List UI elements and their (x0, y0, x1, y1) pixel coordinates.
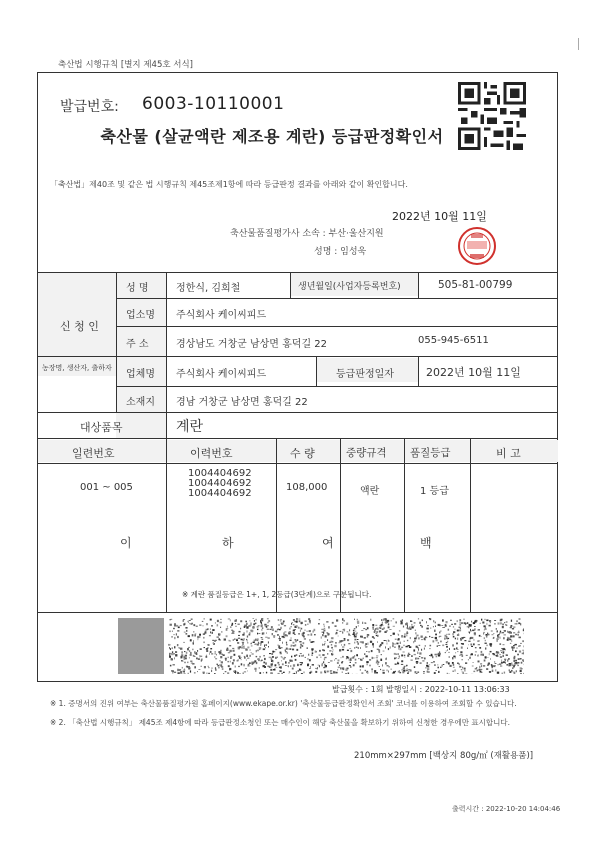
issue-number-label: 발급번호: (60, 99, 119, 115)
evaluator-name: 성명 : 임성욱 (314, 247, 367, 257)
label-column-bg (116, 272, 166, 438)
weight-value: 액란 (360, 486, 380, 497)
blank-mark-2: 하 (222, 536, 234, 550)
blank-mark-4: 백 (420, 536, 432, 550)
intro-text: 「축산법」제40조 및 같은 법 시행규칙 제45조제1항에 따라 등급판정 결과를 아래와 같이 확인합니다. (50, 180, 408, 189)
print-time: 출력시간 : 2022-10-20 14:04:46 (452, 805, 561, 813)
applicant-section-label: 신 청 인 (60, 320, 99, 333)
serial-value: 001 ~ 005 (80, 482, 133, 493)
location-value: 경남 거창군 남상면 홍덕길 22 (176, 397, 308, 408)
qr-code-icon (458, 82, 526, 150)
quantity-value: 108,000 (286, 482, 328, 493)
trace-number-1: 1004404692 (188, 468, 252, 479)
paper-size: 210mm×297mm [백상지 80g/㎡ (재활용품)] (354, 751, 534, 761)
trace-number-2: 1004404692 (188, 478, 252, 489)
grade-value: 1 등급 (420, 486, 449, 497)
footnote-2: ※ 2. 「축산법 시행규칙」 제45조 제4항에 따라 등급판정소청인 또는 매수인이 해당 축산물을 확보하기 위하여 신청한 경우에만 표시합니다. (50, 718, 511, 727)
trace-number-3: 1004404692 (188, 488, 252, 499)
col-header-weight: 중량규격 (346, 447, 387, 459)
col-header-serial: 일련번호 (72, 447, 115, 460)
margin-mark (578, 38, 579, 50)
certificate-title: 축산물 (살균액란 제조용 계란) 등급판정확인서 (100, 127, 444, 146)
phone-value: 055-945-6511 (418, 335, 489, 346)
farm-value: 주식회사 케이씨피드 (176, 369, 267, 380)
grading-date-label: 등급판정일자 (336, 369, 394, 380)
target-label: 대상품목 (80, 421, 123, 434)
grading-date-value: 2022년 10월 11일 (426, 366, 521, 379)
farm-label: 업체명 (126, 369, 155, 380)
address-label: 주 소 (126, 339, 149, 350)
address-value: 경상남도 거창군 남상면 홍덕길 22 (176, 339, 328, 350)
issue-date: 2022년 10월 11일 (392, 210, 487, 223)
footnote-1: ※ 1. 증명서의 진위 여부는 축산물품질평가원 홈페이지(www.ekape.or.kr) '축산물등급판정확인서 조회' 코너를 이용하여 조회할 수 있습니다. (50, 699, 517, 708)
blank-mark-1: 이 (120, 536, 132, 550)
issue-stamp: 발급횟수 : 1회 발행일시 : 2022-10-11 13:06:33 (332, 685, 510, 694)
col-header-quantity: 수 량 (290, 447, 315, 460)
birth-label: 생년월일(사업자등록번호) (298, 282, 401, 292)
name-label: 성 명 (126, 283, 149, 294)
form-label: 축산법 시행규칙 [별지 제45호 서식] (58, 60, 194, 70)
col-header-trace: 이력번호 (190, 447, 233, 460)
col-header-remarks: 비 고 (496, 447, 521, 460)
issue-number: 6003-10110001 (142, 94, 285, 114)
blank-mark-3: 여 (322, 536, 334, 550)
col-header-grade: 품질등급 (410, 447, 451, 459)
location-label: 소재지 (126, 397, 155, 408)
left-note: 농장명, 생산자, 출하자 (42, 364, 112, 372)
official-seal-icon (457, 226, 497, 266)
name-value: 정한식, 김희철 (176, 283, 241, 294)
grade-note: ※ 계란 품질등급은 1+, 1, 2등급(3단계)으로 구분됩니다. (182, 590, 372, 599)
birth-value: 505-81-00799 (438, 279, 513, 291)
business-label: 업소명 (126, 310, 155, 321)
issuer-organization: 축산물품질평가사 소속 : 부산·울산지원 (230, 229, 384, 239)
target-value: 계란 (176, 419, 204, 435)
security-pattern (118, 618, 524, 674)
business-value: 주식회사 케이씨피드 (176, 310, 267, 321)
